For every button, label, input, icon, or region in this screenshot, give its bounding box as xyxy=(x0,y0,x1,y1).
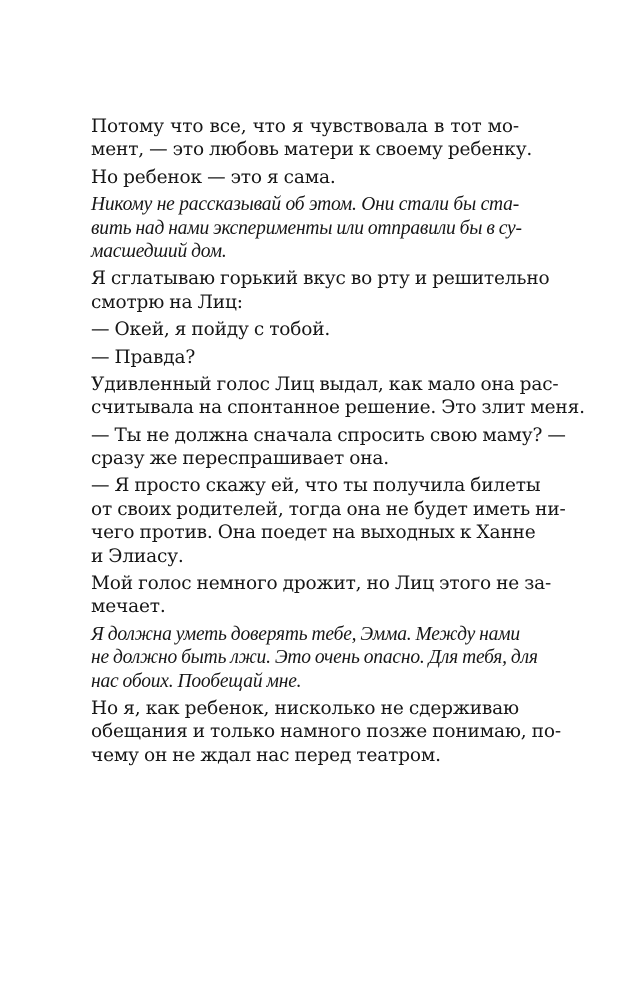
paragraph xyxy=(91,193,522,263)
italic-text-line: нас обоих. Пообещай мне. xyxy=(91,670,302,692)
text-line: — Я просто скажу ей, что ты получила билеты xyxy=(91,475,541,497)
text-line: сразу же переспрашивает она. xyxy=(91,448,389,470)
text-line: — Ты не должна сначала спросить свою маму? — xyxy=(91,424,566,446)
text-line: чему он не ждал нас перед театром. xyxy=(91,744,441,766)
paragraph xyxy=(91,267,550,314)
text-line: Мой голос немного дрожит, но Лиц этого не за- xyxy=(91,573,552,595)
text-line: Но я, как ребенок, нисколько не сдерживаю xyxy=(91,697,519,719)
italic-text-line: вить над нами эксперименты или отправили бы в су- xyxy=(91,217,522,239)
text-line: смотрю на Лиц: xyxy=(91,291,243,313)
text-line: Удивленный голос Лиц выдал, как мало она рас- xyxy=(91,373,559,395)
italic-text-line: Я должна уметь доверять тебе, Эмма. Между нами xyxy=(91,623,520,645)
paragraph xyxy=(91,115,533,162)
italic-text-line: Никому не рассказывай об этом. Они стали бы ста- xyxy=(91,194,519,216)
paragraph xyxy=(91,623,538,693)
text-line: мент, — это любовь матери к своему ребенку. xyxy=(91,139,533,161)
paragraph xyxy=(91,318,519,341)
paragraph xyxy=(91,697,561,767)
text-line: — Окей, я пойду с тобой. xyxy=(91,319,331,341)
text-line: считывала на спонтанное решение. Это злит меня. xyxy=(91,397,585,419)
text-line: и Элиасу. xyxy=(91,545,184,567)
paragraph xyxy=(91,572,552,619)
text-line: от своих родителей, тогда она не будет иметь ни- xyxy=(91,498,566,520)
paragraph xyxy=(91,424,566,471)
page-text xyxy=(91,115,585,767)
text-line: Потому что все, что я чувствовала в тот мо- xyxy=(91,116,519,137)
text-line: Я сглатываю горький вкус во рту и решительно xyxy=(91,268,550,290)
paragraph xyxy=(91,373,585,420)
text-line: обещания и только намного позже понимаю, по- xyxy=(91,721,561,743)
text-line: мечает. xyxy=(91,596,166,618)
paragraph xyxy=(91,166,519,189)
italic-text-line: масшедший дом. xyxy=(91,240,227,262)
text-line: Но ребенок — это я сама. xyxy=(91,166,336,188)
italic-text-line: не должно быть лжи. Это очень опасно. Для тебя, для xyxy=(91,647,538,669)
paragraph xyxy=(91,346,519,369)
paragraph xyxy=(91,474,566,568)
text-line: — Правда? xyxy=(91,346,196,368)
text-line: чего против. Она поедет на выходных к Ханне xyxy=(91,522,536,544)
